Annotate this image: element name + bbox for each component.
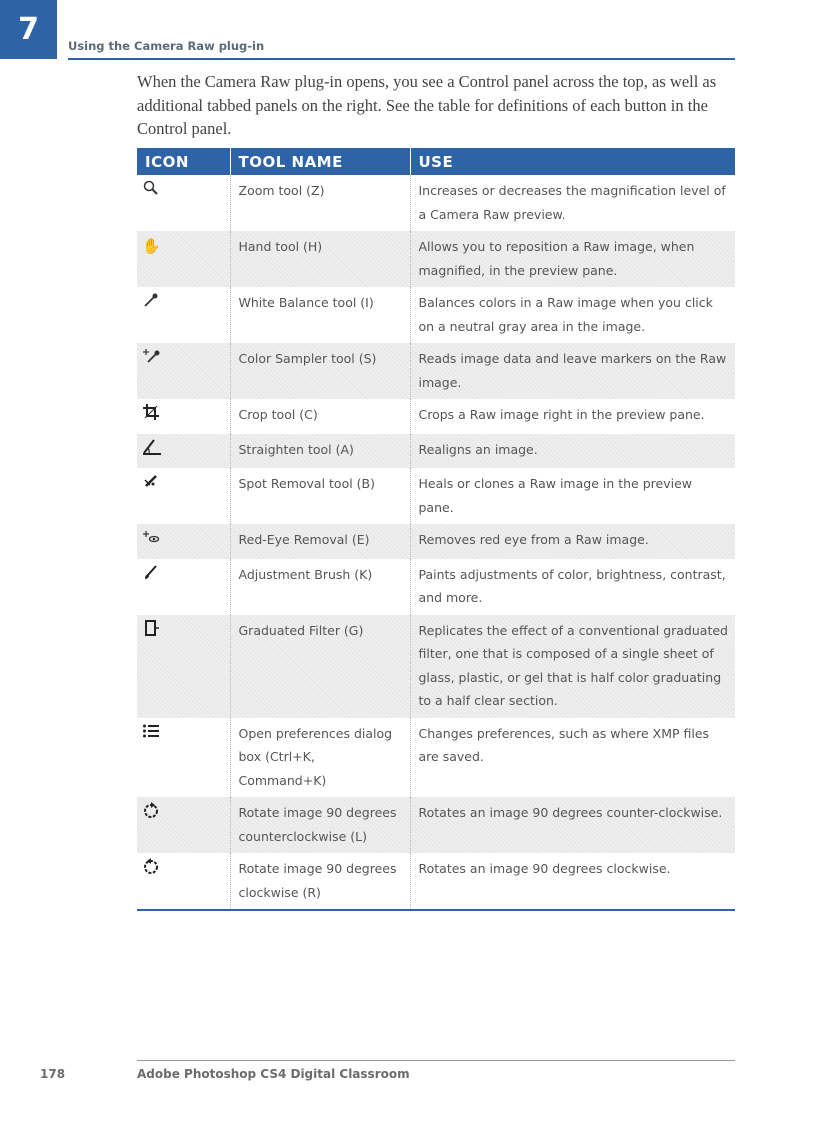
table-row bbox=[137, 718, 735, 798]
tool-use-cell: Realigns an image. bbox=[410, 434, 735, 469]
table-row bbox=[137, 559, 735, 615]
color-sampler-icon bbox=[142, 347, 162, 365]
table-row bbox=[137, 343, 735, 399]
tool-use-cell: Allows you to reposition a Raw image, when magnified, in the preview pane. bbox=[410, 231, 735, 287]
icon-cell bbox=[137, 175, 230, 231]
eyedropper-icon bbox=[142, 291, 160, 309]
icon-cell bbox=[137, 797, 230, 853]
icon-cell bbox=[137, 287, 230, 343]
column-header-use: USE bbox=[410, 148, 735, 175]
tool-name-cell: Rotate image 90 degrees counterclockwise (L) bbox=[230, 797, 410, 853]
rotate-ccw-icon bbox=[142, 801, 160, 819]
graduated-filter-icon bbox=[142, 619, 160, 637]
tool-use-cell: Rotates an image 90 degrees clockwise. bbox=[410, 853, 735, 910]
footer-divider bbox=[137, 1060, 735, 1061]
tool-name-cell: Red-Eye Removal (E) bbox=[230, 524, 410, 559]
table-row bbox=[137, 434, 735, 469]
tool-use-cell: Increases or decreases the magnification level of a Camera Raw preview. bbox=[410, 175, 735, 231]
icon-cell bbox=[137, 399, 230, 434]
tool-name-cell: Adjustment Brush (K) bbox=[230, 559, 410, 615]
icon-cell bbox=[137, 231, 230, 287]
tool-name-cell: Open preferences dialog box (Ctrl+K, Command+K) bbox=[230, 718, 410, 798]
header-divider bbox=[68, 58, 735, 60]
icon-cell bbox=[137, 434, 230, 469]
column-header-tool-name: TOOL NAME bbox=[230, 148, 410, 175]
icon-cell bbox=[137, 615, 230, 718]
tool-use-cell: Rotates an image 90 degrees counter-clockwise. bbox=[410, 797, 735, 853]
table-header-row bbox=[137, 148, 735, 175]
intro-paragraph: When the Camera Raw plug-in opens, you see a Control panel across the top, as well as additional tabbed panels on the right. See the table for definitions of each button in the Control panel. bbox=[137, 72, 717, 138]
table-row bbox=[137, 797, 735, 853]
tool-name-cell: Zoom tool (Z) bbox=[230, 175, 410, 231]
icon-cell bbox=[137, 468, 230, 524]
brush-icon bbox=[142, 563, 160, 581]
tool-name-cell: Crop tool (C) bbox=[230, 399, 410, 434]
tool-use-cell: Replicates the effect of a conventional graduated filter, one that is composed of a single sheet of glass, plastic, or gel that is half color graduating to a half clear section. bbox=[410, 615, 735, 718]
column-header-icon: ICON bbox=[137, 148, 230, 175]
tool-use-cell: Crops a Raw image right in the preview pane. bbox=[410, 399, 735, 434]
spot-removal-icon bbox=[142, 472, 160, 490]
icon-cell bbox=[137, 853, 230, 910]
crop-icon bbox=[142, 403, 160, 421]
table-row bbox=[137, 524, 735, 559]
tool-name-cell: Graduated Filter (G) bbox=[230, 615, 410, 718]
tool-use-cell: Paints adjustments of color, brightness, contrast, and more. bbox=[410, 559, 735, 615]
tool-use-cell: Changes preferences, such as where XMP files are saved. bbox=[410, 718, 735, 798]
page-number: 178 bbox=[40, 1067, 66, 1081]
table-row bbox=[137, 468, 735, 524]
chapter-number-badge: 7 bbox=[0, 0, 57, 59]
rotate-cw-icon bbox=[142, 857, 160, 875]
icon-cell bbox=[137, 524, 230, 559]
tool-use-cell: Balances colors in a Raw image when you click on a neutral gray area in the image. bbox=[410, 287, 735, 343]
tool-name-cell: Hand tool (H) bbox=[230, 231, 410, 287]
camera-raw-tools-table bbox=[137, 148, 735, 911]
table-row bbox=[137, 231, 735, 287]
book-title: Adobe Photoshop CS4 Digital Classroom bbox=[137, 1067, 410, 1081]
preferences-icon bbox=[142, 722, 160, 740]
tool-use-cell: Heals or clones a Raw image in the preview pane. bbox=[410, 468, 735, 524]
icon-cell bbox=[137, 718, 230, 798]
red-eye-icon bbox=[142, 528, 160, 546]
table-row bbox=[137, 615, 735, 718]
tool-use-cell: Reads image data and leave markers on the Raw image. bbox=[410, 343, 735, 399]
icon-cell bbox=[137, 559, 230, 615]
tool-use-cell: Removes red eye from a Raw image. bbox=[410, 524, 735, 559]
table-row bbox=[137, 287, 735, 343]
table-row bbox=[137, 853, 735, 910]
tool-name-cell: Straighten tool (A) bbox=[230, 434, 410, 469]
hand-icon: ✋ bbox=[142, 237, 161, 255]
table-row bbox=[137, 175, 735, 231]
tool-name-cell: White Balance tool (I) bbox=[230, 287, 410, 343]
straighten-icon bbox=[142, 438, 162, 456]
tool-name-cell: Rotate image 90 degrees clockwise (R) bbox=[230, 853, 410, 910]
table-row bbox=[137, 399, 735, 434]
running-head: Using the Camera Raw plug-in bbox=[68, 39, 265, 53]
tool-name-cell: Spot Removal tool (B) bbox=[230, 468, 410, 524]
zoom-icon bbox=[142, 179, 160, 197]
icon-cell bbox=[137, 343, 230, 399]
tool-name-cell: Color Sampler tool (S) bbox=[230, 343, 410, 399]
